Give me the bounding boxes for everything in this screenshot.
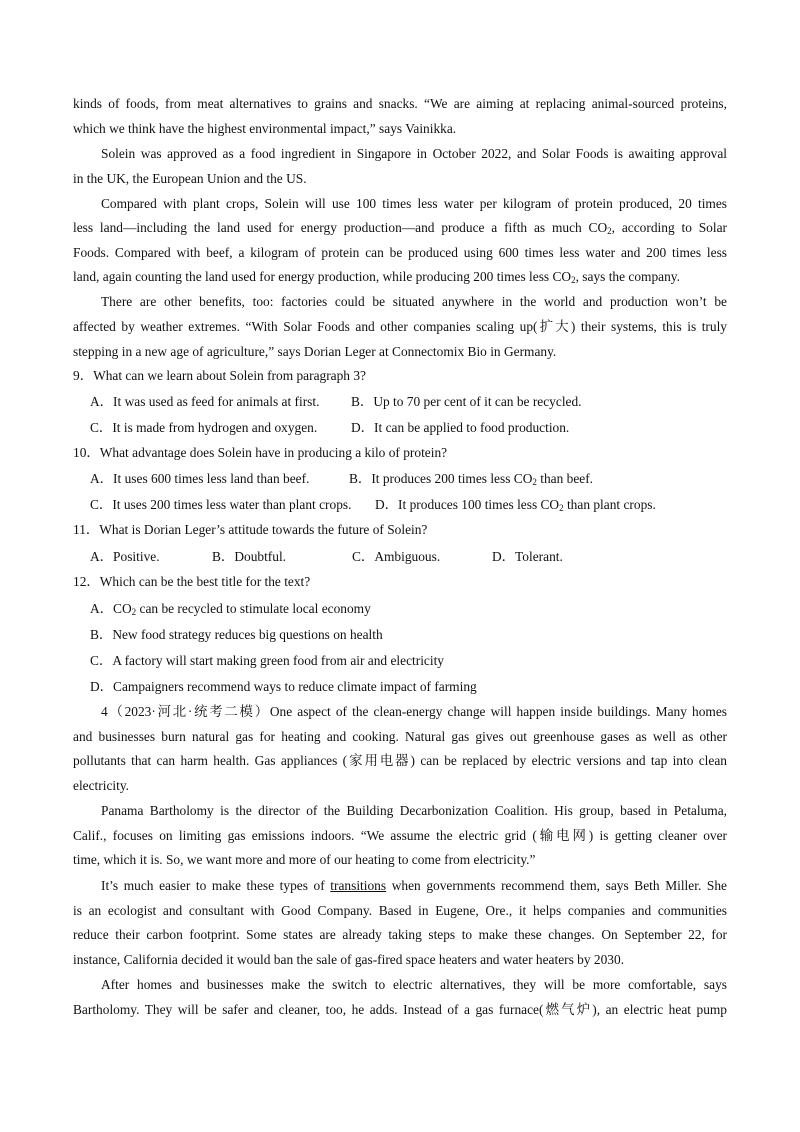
text-segment: land, again counting the land used for energy production, while producing 200 times less CO (73, 269, 572, 284)
text-segment: , says the company. (575, 269, 680, 284)
text-segment: It’s much easier to make these types of (101, 878, 331, 893)
text-segment: A．CO (90, 601, 132, 616)
q12-stem: 12．Which can be the best title for the text? (73, 574, 311, 589)
q10-option-d (375, 496, 656, 514)
passage2-p3-line1 (101, 877, 727, 895)
q11-option-a: A．Positive. (90, 549, 160, 564)
passage2-p1-line1: 4（2023·河北·统考二模）One aspect of the clean-energy change will happen inside buildings. Many homes (101, 704, 727, 719)
passage2-p3-line4: instance, California decided it would ban the sale of gas-fired space heaters and water heaters by 2030. (73, 952, 625, 967)
passage1-p4-line2: affected by weather extremes. “With Solar Foods and other companies scaling up(扩大) their systems, this is truly (73, 319, 727, 334)
q12-option-a (90, 600, 371, 618)
passage1-p3-line2 (73, 219, 727, 237)
q12-option-d: D．Campaigners recommend ways to reduce climate impact of farming (90, 679, 477, 694)
passage1-p3-line3: Foods. Compared with beef, a kilogram of protein can be produced using 600 times less water and 200 times less (73, 245, 727, 260)
subscript: 2 (532, 477, 537, 487)
passage2-p1-line3: pollutants that can harm health. Gas appliances (家用电器) can be replaced by electric versions and tap into clean (73, 753, 727, 768)
text-segment: , according to Solar (611, 220, 727, 235)
passage2-p2-line2: Calif., focuses on limiting gas emissions indoors. “We assume the electric grid (输电网) is getting cleaner over (73, 828, 727, 843)
subscript: 2 (131, 607, 137, 617)
passage2-p1-line4: electricity. (73, 778, 130, 793)
passage1-p4-line3: stepping in a new age of agriculture,” says Dorian Leger at Connectomix Bio in Germany. (73, 344, 557, 359)
passage2-p2-line3: time, which it is. So, we want more and more of our heating to come from electricity.” (73, 852, 536, 867)
q11-stem: 11．What is Dorian Leger’s attitude towards the future of Solein? (73, 522, 428, 537)
passage1-p2-line1: Solein was approved as a food ingredient in Singapore in October 2022, and Solar Foods is awaiting approval (101, 146, 727, 161)
passage1-p1-line2: which we think have the highest environmental impact,” says Vainikka. (73, 121, 457, 136)
text-segment: when governments recommend them, says Beth Miller. She (386, 878, 727, 893)
q10-option-b (349, 470, 593, 488)
passage2-p3-line3: reduce their carbon footprint. Some states are already taking steps to make these changes. On September 22, for (73, 927, 727, 942)
q9-option-a: A．It was used as feed for animals at first. (90, 394, 320, 409)
subscript: 2 (607, 226, 612, 236)
q10-option-c: C．It uses 200 times less water than plant crops. (90, 497, 352, 512)
text-segment: B．It produces 200 times less CO (349, 471, 533, 486)
text-segment: than beef. (536, 471, 594, 486)
text-segment: can be recycled to stimulate local economy (136, 601, 371, 616)
text-segment: D．It produces 100 times less CO (375, 497, 560, 512)
passage1-p3-line1: Compared with plant crops, Solein will use 100 times less water per kilogram of protein produced, 20 times (101, 196, 727, 211)
q12-option-c: C．A factory will start making green food from air and electricity (90, 653, 444, 668)
subscript: 2 (571, 275, 576, 285)
passage2-p4-line2: Bartholomy. They will be safer and cleaner, too, he adds. Instead of a gas furnace(燃气炉), an electric heat pump (73, 1002, 727, 1017)
q11-option-d: D．Tolerant. (492, 549, 563, 564)
passage1-p2-line2: in the UK, the European Union and the US. (73, 171, 307, 186)
q10-option-a: A．It uses 600 times less land than beef. (90, 471, 310, 486)
passage2-p3-line2: is an ecologist and consultant with Good Company. Based in Eugene, Ore., it helps companies and communities (73, 903, 727, 918)
passage2-p1-line2: and businesses burn natural gas for heating and cooking. Natural gas gives out greenhouse gases as well as other (73, 729, 727, 744)
passage1-p4-line1: There are other benefits, too: factories could be situated anywhere in the world and production won’t be (101, 294, 727, 309)
passage2-p4-line1: After homes and businesses make the switch to electric alternatives, they will be more comfortable, says (101, 977, 727, 992)
q10-stem: 10．What advantage does Solein have in producing a kilo of protein? (73, 445, 448, 460)
subscript: 2 (559, 503, 564, 513)
q9-stem: 9．What can we learn about Solein from paragraph 3? (73, 368, 366, 383)
q11-option-c: C．Ambiguous. (352, 549, 441, 564)
q9-option-c: C．It is made from hydrogen and oxygen. (90, 420, 318, 435)
q12-option-b: B．New food strategy reduces big questions on health (90, 627, 383, 642)
passage2-p2-line1: Panama Bartholomy is the director of the Building Decarbonization Coalition. His group, based in Petaluma, (101, 803, 727, 818)
passage1-p3-line4 (73, 268, 680, 286)
q9-option-d: D．It can be applied to food production. (351, 420, 570, 435)
underlined-word: transitions (330, 878, 387, 893)
text-segment: less land—including the land used for energy production—and produce a fifth as much CO (73, 220, 608, 235)
q9-option-b: B．Up to 70 per cent of it can be recycled. (351, 394, 582, 409)
q11-option-b: B．Doubtful. (212, 549, 287, 564)
text-segment: than plant crops. (563, 497, 656, 512)
passage1-p1-line1: kinds of foods, from meat alternatives to grains and snacks. “We are aiming at replacing animal-sourced proteins, (73, 96, 727, 111)
